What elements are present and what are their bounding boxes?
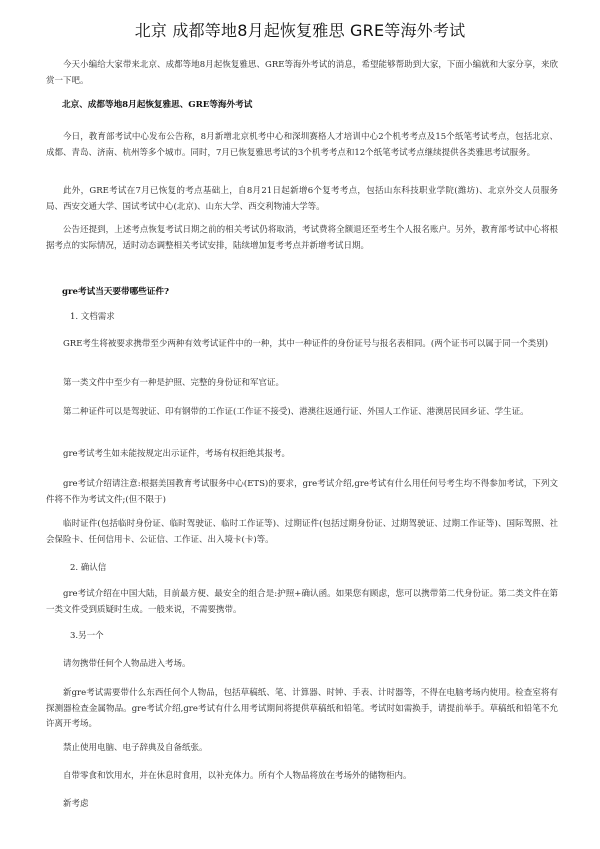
item1-paragraph-requirement: GRE考生将被要求携带至少两种有效考试证件中的一种，其中一种证件的身份证号与报名表相同。(两个证书可以属于同一个类别) (63, 339, 549, 349)
item3-paragraph-new: 新考虑 (63, 799, 89, 809)
section-heading: 北京、成都等地8月起恢复雅思、GRE等海外考试 (62, 100, 253, 110)
item1-paragraph-first-category: 第一类文件中至少有一种是护照、完整的身份证和军官证。 (63, 378, 285, 388)
item3-paragraph-no-items: 请勿携带任何个人物品进入考场。 (63, 659, 191, 669)
item3-paragraph-no-devices: 禁止使用电脑、电子辞典及自备纸张。 (63, 743, 208, 753)
item1-paragraph-second-category: 第二种证件可以是驾驶证、印有钢带的工作证(工作证不接受)、港澳往返通行证、外国人工作证、港澳居民回乡证、学生证。 (63, 407, 529, 417)
item2-paragraph-confirmation: gre考试介绍在中国大陆，目前最方便、最安全的组合是:护照+确认函。如果您有顾虑，您可以携带第二代身份证。第二类文件在第一类文件受到质疑时生成。一般来说，不需要携带。 (46, 589, 558, 615)
paragraph-refund-notice: 公告还提到，上述考点恢复考试日期之前的相关考试仍将取消，考试费将全额退还至考生个人报名账户。另外，教育部考试中心将根据考点的实际情况，适时动态调整相关考试安排，陆续增加复考考点并新增考试日期。 (46, 225, 558, 251)
paragraph-announcement: 今日，教育部考试中心发布公告称，8月新增北京机考中心和深圳赛格人才培训中心2个机考考点及15个纸笔考试考点，包括北京、成都、青岛、济南、杭州等多个城市。同时，7月已恢复雅思考试的3个机考考点和12个纸笔考试考点继续提供各类雅思考试服务。 (46, 132, 558, 158)
page-title: 北京 成都等地8月起恢复雅思 GRE等海外考试 (134, 21, 466, 40)
item3-paragraph-prohibited: 新gre考试需要带什么东西任何个人物品，包括草稿纸、笔、计算器、时钟、手表、计时器等，不得在电脑考场内使用。检查室将有探测器检查金属物品。gre考试介绍,gre考试有什么用考试期间将提供草稿纸和铅笔。考试时如需换手，请提前举手。草稿纸和铅笔不允许离开考场。 (46, 688, 558, 730)
item1-paragraph-invalid-docs: 临时证件(包括临时身份证、临时驾驶证、临时工作证等)、过期证件(包括过期身份证、过期驾驶证、过期工作证等)、国际驾照、社会保险卡、任何信用卡、公证信、工作证、出入境卡(卡)等。 (46, 519, 558, 545)
intro-paragraph: 今天小编给大家带来北京、成都等地8月起恢复雅思、GRE等海外考试的消息，希望能够帮助到大家，下面小编就和大家分享，来欣赏一下吧。 (46, 60, 558, 86)
item1-paragraph-ets-note: gre考试介绍请注意:根据美国教育考试服务中心(ETS)的要求，gre考试介绍,gre考试有什么用任何号考生均不得参加考试，下列文件将不作为考试文件;(但不限于) (46, 479, 558, 505)
paragraph-gre-new-centers: 此外，GRE考试在7月已恢复的考点基础上，自8月21日起新增6个复考考点，包括山东科技职业学院(潍坊)、北京外交人员服务局、西安交通大学、国试考试中心(北京)、山东大学、西交利物浦大学等。 (46, 186, 558, 212)
item1-paragraph-refusal: gre考试考生如未能按规定出示证件，考场有权拒绝其报考。 (63, 449, 291, 459)
item3-paragraph-snacks: 自带零食和饮用水，并在休息时食用，以补充体力。所有个人物品将放在考场外的储物柜内。 (63, 771, 412, 781)
question-heading: gre考试当天要带哪些证件? (62, 287, 169, 297)
item1-title: 1. 文档需求 (70, 312, 115, 322)
item3-title: 3.另一个 (70, 631, 104, 641)
item2-title: 2. 确认信 (70, 563, 107, 573)
